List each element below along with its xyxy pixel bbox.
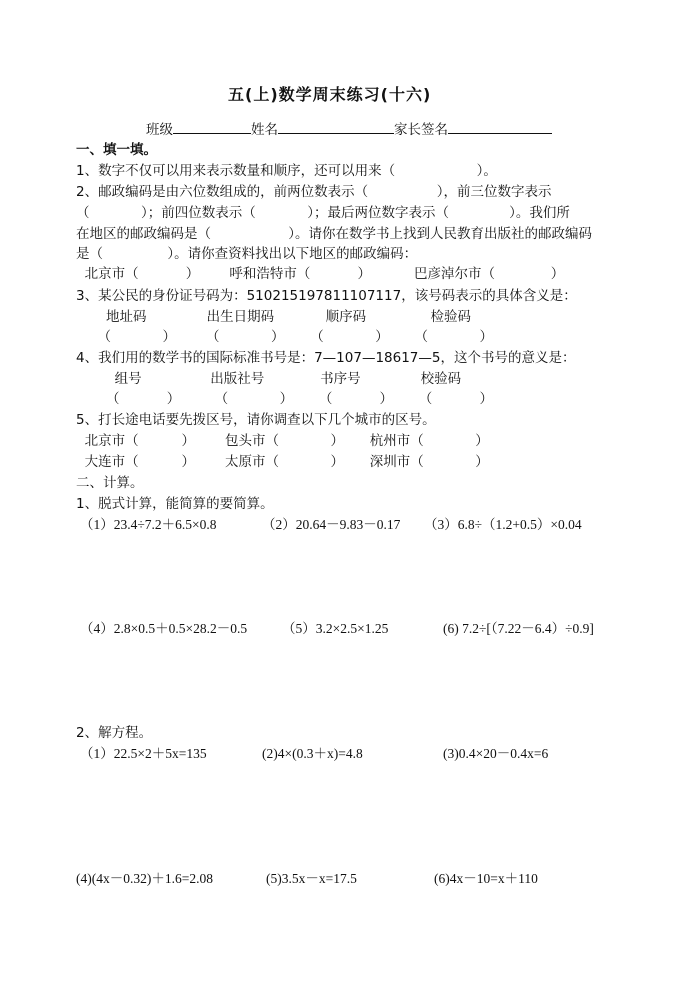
class-label: 班级 (146, 122, 173, 138)
question-1: 1、数字不仅可以用来表示数量和顺序，还可以用来（ ）。 (76, 163, 497, 179)
question-2-line-3: 在地区的邮政编码是（ ）。请你在数学书上找到人民教育出版社的邮政编码 (76, 226, 592, 242)
calc-item-5: （5）3.2×2.5×1.25 (282, 621, 389, 636)
calc-item-6: (6) 7.2÷[（7.22－6.4）÷0.9] (443, 621, 594, 636)
question-2-line-1: 2、邮政编码是由六位数组成的，前两位数表示（ ），前三位数字表示 (76, 184, 552, 200)
class-blank[interactable] (173, 120, 251, 134)
question-2-line-4: 是（ ）。请你查资料找出以下地区的邮政编码： (76, 246, 418, 262)
question-3-labels: 地址码 出生日期码 顺序码 检验码 (76, 309, 471, 325)
parent-sign-label: 家长签名 (394, 122, 448, 138)
equation-item-4: (4)(4x－0.32)＋1.6=2.08 (76, 871, 213, 886)
calc-instruction: 1、脱式计算，能简算的要简算。 (76, 496, 274, 512)
question-2-cities: 北京市（ ） 呼和浩特市（ ） 巴彦淖尔市（ ） (76, 266, 565, 282)
parent-sign-blank[interactable] (448, 120, 552, 134)
section-2-heading: 二、计算。 (76, 475, 144, 491)
name-label: 姓名 (251, 122, 278, 138)
question-3-line-1: 3、某公民的身份证号码为：510215197811107117，该号码表示的具体含义是： (76, 288, 577, 304)
calc-item-2: （2）20.64－9.83－0.17 (262, 517, 401, 532)
calc-item-4: （4）2.8×0.5＋0.5×28.2－0.5 (80, 621, 248, 636)
question-4-line-1: 4、我们用的数学书的国际标准书号是：7—107—18617—5，这个书号的意义是： (76, 350, 576, 366)
question-4-labels: 组号 出版社号 书序号 校验码 (76, 371, 462, 387)
equation-item-5: (5)3.5x－x=17.5 (266, 871, 357, 886)
name-blank[interactable] (278, 120, 394, 134)
section-1-heading: 一、填一填。 (76, 142, 157, 158)
question-5-row-2: 大连市（ ） 太原市（ ） 深圳市（ ） (76, 454, 489, 470)
equation-item-3: (3)0.4×20－0.4x=6 (443, 746, 549, 761)
equation-item-1: （1）22.5×2＋5x=135 (80, 746, 207, 761)
calc-item-1: （1）23.4÷7.2＋6.5×0.8 (80, 517, 217, 532)
question-2-line-2: （ ）；前四位数表示（ ）；最后两位数字表示（ ）。我们所 (76, 205, 570, 221)
calc-item-3: （3）6.8÷（1.2+0.5）×0.04 (424, 517, 582, 532)
question-5-line-1: 5、打长途电话要先拨区号，请你调查以下几个城市的区号。 (76, 412, 436, 428)
header-line (146, 120, 552, 139)
page-title: 五(上)数学周末练习(十六) (228, 85, 432, 104)
equation-item-6: (6)4x－10=x＋110 (434, 871, 538, 886)
equation-instruction: 2、解方程。 (76, 725, 153, 741)
question-4-blanks: （ ） （ ） （ ） （ ） (76, 391, 493, 407)
question-5-row-1: 北京市（ ） 包头市（ ） 杭州市（ ） (76, 433, 489, 449)
equation-item-2: (2)4×(0.3＋x)=4.8 (262, 746, 363, 761)
question-3-blanks: （ ） （ ） （ ） （ ） (76, 329, 493, 345)
